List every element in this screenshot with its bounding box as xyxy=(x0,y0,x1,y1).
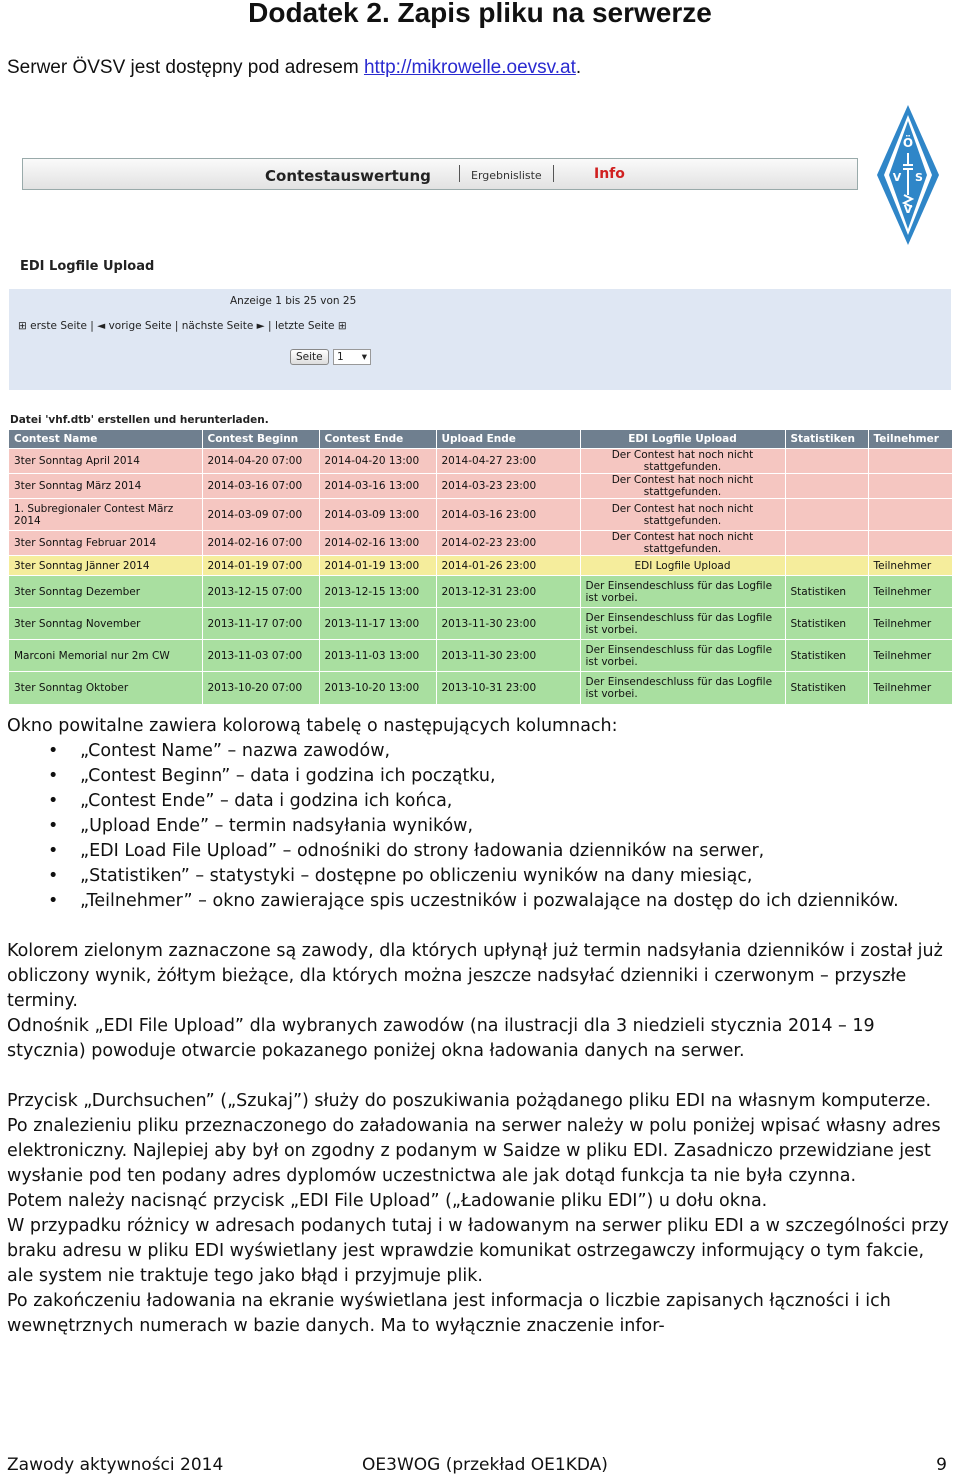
first-page-link[interactable]: erste Seite xyxy=(30,320,87,332)
teilnehmer-link[interactable]: Teilnehmer xyxy=(868,556,952,576)
edi-upload-heading: EDI Logfile Upload xyxy=(20,259,155,274)
last-page-link[interactable]: letzte Seite xyxy=(274,320,335,332)
contest-table xyxy=(9,430,953,704)
svg-text:V: V xyxy=(892,171,902,184)
cell-statistiken xyxy=(785,556,868,576)
chevron-down-icon: ▾ xyxy=(361,351,367,363)
nav-contestauswertung[interactable]: Contestauswertung xyxy=(265,167,431,185)
file-download-link[interactable]: Datei 'vhf.dtb' erstellen und herunterladen. xyxy=(10,414,269,426)
record-count: Anzeige 1 bis 25 von 25 xyxy=(230,295,357,307)
paragraph: Po zakończeniu ładowania na ekranie wyświetlana jest informacja o liczbie zapisanych łączności i ich wewnętrznych numerach w bazie danych. Ma to wyłącznie znaczenie infor- xyxy=(7,1291,891,1336)
cell-statistiken xyxy=(785,474,868,499)
cell-contest-name: Marconi Memorial nur 2m CW xyxy=(9,640,202,672)
next-page-link[interactable]: nächste Seite xyxy=(181,320,254,332)
cell-upload-ende: 2013-12-31 23:00 xyxy=(436,576,580,608)
list-item: • „Upload Ende” – termin nadsyłania wyników, xyxy=(7,814,953,839)
contest-navbar xyxy=(22,158,858,190)
paragraph: Odnośnik „EDI File Upload” dla wybranych zawodów (na ilustracji dla 3 niedzieli stycznia 2014 – 19 stycznia) powoduje otwarcie pokazanego poniżej okna ładowania danych na serwer. xyxy=(7,1016,875,1061)
cell-upload-ende: 2013-11-30 23:00 xyxy=(436,640,580,672)
server-link[interactable]: http://mikrowelle.oevsv.at xyxy=(363,57,576,78)
col-upload-ende: Upload Ende xyxy=(436,430,580,449)
page-footer xyxy=(7,1455,947,1479)
paragraph: Potem należy nacisnąć przycisk „EDI File Upload” („Ładowanie pliku EDI”) u dołu okna. xyxy=(7,1191,768,1211)
paragraph: Okno powitalne zawiera kolorową tabelę o następujących kolumnach: xyxy=(7,716,618,736)
teilnehmer-link[interactable]: Teilnehmer xyxy=(868,576,952,608)
cell-ende: 2013-11-17 13:00 xyxy=(319,608,436,640)
cell-upload-status: Der Einsendeschluss für das Logfile ist vorbei. xyxy=(580,576,785,608)
nav-info[interactable]: Info xyxy=(594,166,625,182)
paragraph: Kolorem zielonym zaznaczone są zawody, dla których upłynął już termin nadsyłania dzienników i został już obliczony wynik, żółtym bieżące, dla których można jeszcze nadsyłać dzienniki i czerwonym – przyszłe terminy. xyxy=(7,941,943,1011)
cell-upload-ende: 2013-11-30 23:00 xyxy=(436,608,580,640)
cell-beginn: 2014-02-16 07:00 xyxy=(202,531,319,556)
col-teilnehmer: Teilnehmer xyxy=(868,430,952,449)
cell-contest-name: 3ter Sonntag Jänner 2014 xyxy=(9,556,202,576)
cell-contest-name: 3ter Sonntag April 2014 xyxy=(9,449,202,474)
table-row xyxy=(9,474,952,499)
statistiken-link[interactable]: Statistiken xyxy=(785,608,868,640)
footer-left: Zawody aktywności 2014 xyxy=(7,1455,224,1475)
list-item: • „EDI Load File Upload” – odnośniki do strony ładowania dzienników na serwer, xyxy=(7,839,953,864)
col-statistiken: Statistiken xyxy=(785,430,868,449)
cell-upload-status: Der Contest hat noch nicht stattgefunden. xyxy=(580,449,785,474)
cell-beginn: 2014-03-16 07:00 xyxy=(202,474,319,499)
col-contest-ende: Contest Ende xyxy=(319,430,436,449)
table-row xyxy=(9,556,952,576)
statistiken-link[interactable]: Statistiken xyxy=(785,640,868,672)
cell-upload-ende: 2013-10-31 23:00 xyxy=(436,672,580,704)
teilnehmer-link[interactable]: Teilnehmer xyxy=(868,640,952,672)
cell-ende: 2014-03-16 13:00 xyxy=(319,474,436,499)
cell-teilnehmer xyxy=(868,531,952,556)
col-contest-beginn: Contest Beginn xyxy=(202,430,319,449)
cell-contest-name: 3ter Sonntag März 2014 xyxy=(9,474,202,499)
page-button[interactable]: Seite xyxy=(290,349,329,365)
cell-beginn: 2014-03-09 07:00 xyxy=(202,499,319,531)
paragraph: W przypadku różnicy w adresach podanych tutaj i w ładowanym na serwer pliku EDI a w szczególności przy braku adresu w pliku EDI wyświetlany jest wprawdzie komunikat ostrzegawczy informujący o tym fakcie, ale system nie traktuje tego jako błąd i przyjmuje plik. xyxy=(7,1216,949,1286)
cell-ende: 2013-11-03 13:00 xyxy=(319,640,436,672)
nav-separator xyxy=(459,165,460,182)
cell-statistiken xyxy=(785,531,868,556)
cell-contest-name: 3ter Sonntag Februar 2014 xyxy=(9,531,202,556)
cell-contest-name: 3ter Sonntag Oktober xyxy=(9,672,202,704)
cell-upload-ende: 2014-01-26 23:00 xyxy=(436,556,580,576)
cell-upload-status: Der Einsendeschluss für das Logfile ist vorbei. xyxy=(580,608,785,640)
cell-ende: 2014-04-20 13:00 xyxy=(319,449,436,474)
oevsv-logo-icon xyxy=(877,105,939,245)
table-row xyxy=(9,672,952,704)
cell-upload-status: Der Contest hat noch nicht stattgefunden. xyxy=(580,499,785,531)
list-item: • „Contest Ende” – data i godzina ich końca, xyxy=(7,789,953,814)
cell-teilnehmer xyxy=(868,499,952,531)
table-row xyxy=(9,449,952,474)
column-list xyxy=(7,739,953,914)
svg-text:S: S xyxy=(915,171,923,184)
intro-after: . xyxy=(575,57,582,78)
cell-contest-name: 1. Subregionaler Contest März 2014 xyxy=(9,499,202,531)
cell-contest-name: 3ter Sonntag November xyxy=(9,608,202,640)
cell-upload-ende: 2014-03-16 23:00 xyxy=(436,499,580,531)
cell-beginn: 2014-04-20 07:00 xyxy=(202,449,319,474)
nav-separator xyxy=(553,165,554,182)
pager-nav: ⊞ erste Seite | ◄ vorige Seite | nächste Seite ► | letzte Seite ⊞ xyxy=(18,320,347,332)
cell-upload-status: Der Einsendeschluss für das Logfile ist vorbei. xyxy=(580,640,785,672)
col-contest-name: Contest Name xyxy=(9,430,202,449)
cell-ende: 2014-02-16 13:00 xyxy=(319,531,436,556)
cell-contest-name: 3ter Sonntag Dezember xyxy=(9,576,202,608)
statistiken-link[interactable]: Statistiken xyxy=(785,672,868,704)
cell-beginn: 2013-11-03 07:00 xyxy=(202,640,319,672)
cell-beginn: 2013-10-20 07:00 xyxy=(202,672,319,704)
cell-ende: 2014-03-09 13:00 xyxy=(319,499,436,531)
cell-beginn: 2013-12-15 07:00 xyxy=(202,576,319,608)
cell-beginn: 2013-11-17 07:00 xyxy=(202,608,319,640)
table-header-row xyxy=(9,430,952,449)
server-screenshot xyxy=(8,103,952,700)
statistiken-link[interactable]: Statistiken xyxy=(785,576,868,608)
intro-text: Serwer ÖVSV jest dostępny pod adresem xyxy=(7,57,364,78)
table-row xyxy=(9,640,952,672)
cell-upload-status: Der Contest hat noch nicht stattgefunden. xyxy=(580,474,785,499)
prev-page-link[interactable]: vorige Seite xyxy=(108,320,172,332)
cell-ende: 2014-01-19 13:00 xyxy=(319,556,436,576)
list-item: • „Teilnehmer” – okno zawierające spis uczestników i pozwalające na dostęp do ich dzienników. xyxy=(7,889,953,914)
last-page-icon[interactable]: ⊞ xyxy=(337,320,347,332)
list-item: • „Contest Name” – nazwa zawodów, xyxy=(7,739,953,764)
col-edi-logfile-upload: EDI Logfile Upload xyxy=(580,430,785,449)
cell-upload-status: Der Contest hat noch nicht stattgefunden. xyxy=(580,531,785,556)
table-row xyxy=(9,531,952,556)
cell-upload-ende: 2014-04-27 23:00 xyxy=(436,449,580,474)
cell-beginn: 2014-01-19 07:00 xyxy=(202,556,319,576)
cell-ende: 2013-12-15 13:00 xyxy=(319,576,436,608)
intro-line xyxy=(7,55,581,81)
page-select-value: 1 xyxy=(337,351,344,363)
next-page-icon[interactable]: ► xyxy=(256,320,265,332)
teilnehmer-link[interactable]: Teilnehmer xyxy=(868,608,952,640)
prev-page-icon[interactable]: ◄ xyxy=(97,320,106,332)
page-number: 9 xyxy=(936,1455,947,1475)
cell-upload-ende: 2014-03-23 23:00 xyxy=(436,474,580,499)
teilnehmer-link[interactable]: Teilnehmer xyxy=(868,672,952,704)
cell-teilnehmer xyxy=(868,474,952,499)
table-row xyxy=(9,499,952,531)
cell-upload-status: Der Einsendeschluss für das Logfile ist vorbei. xyxy=(580,672,785,704)
cell-teilnehmer xyxy=(868,449,952,474)
page-title: Dodatek 2. Zapis pliku na serwerze xyxy=(248,0,712,28)
body-text xyxy=(7,714,953,1339)
cell-statistiken xyxy=(785,449,868,474)
page-select[interactable] xyxy=(333,349,371,365)
svg-text:V: V xyxy=(903,203,913,216)
cell-upload-ende: 2014-02-23 23:00 xyxy=(436,531,580,556)
pager-panel xyxy=(9,289,951,390)
edi-logfile-upload-link[interactable]: EDI Logfile Upload xyxy=(580,556,785,576)
nav-ergebnisliste[interactable]: Ergebnisliste xyxy=(471,169,542,182)
list-item: • „Contest Beginn” – data i godzina ich początku, xyxy=(7,764,953,789)
cell-statistiken xyxy=(785,499,868,531)
logo-letter-o: Ö xyxy=(902,136,914,150)
table-row xyxy=(9,608,952,640)
footer-middle: OE3WOG (przekład OE1KDA) xyxy=(362,1455,608,1475)
list-item: • „Statistiken” – statystyki – dostępne po obliczeniu wyników na dany miesiąc, xyxy=(7,864,953,889)
cell-ende: 2013-10-20 13:00 xyxy=(319,672,436,704)
first-page-icon[interactable]: ⊞ xyxy=(18,320,27,332)
paragraph: Przycisk „Durchsuchen” („Szukaj”) służy do poszukiwania pożądanego pliku EDI na własnym komputerze. Po znalezieniu pliku przeznaczonego do załadowania na serwer należy w polu poniżej wpisać własny adres elektroniczny. Najlepiej aby był on zgodny z podanym w Saidze w pliku EDI. Zasadniczo przewidziane jest wysłanie pod ten podany adres dyplomów uczestnictwa ale jak dotąd funkcja ta nie była czynna. xyxy=(7,1091,941,1186)
table-row xyxy=(9,576,952,608)
